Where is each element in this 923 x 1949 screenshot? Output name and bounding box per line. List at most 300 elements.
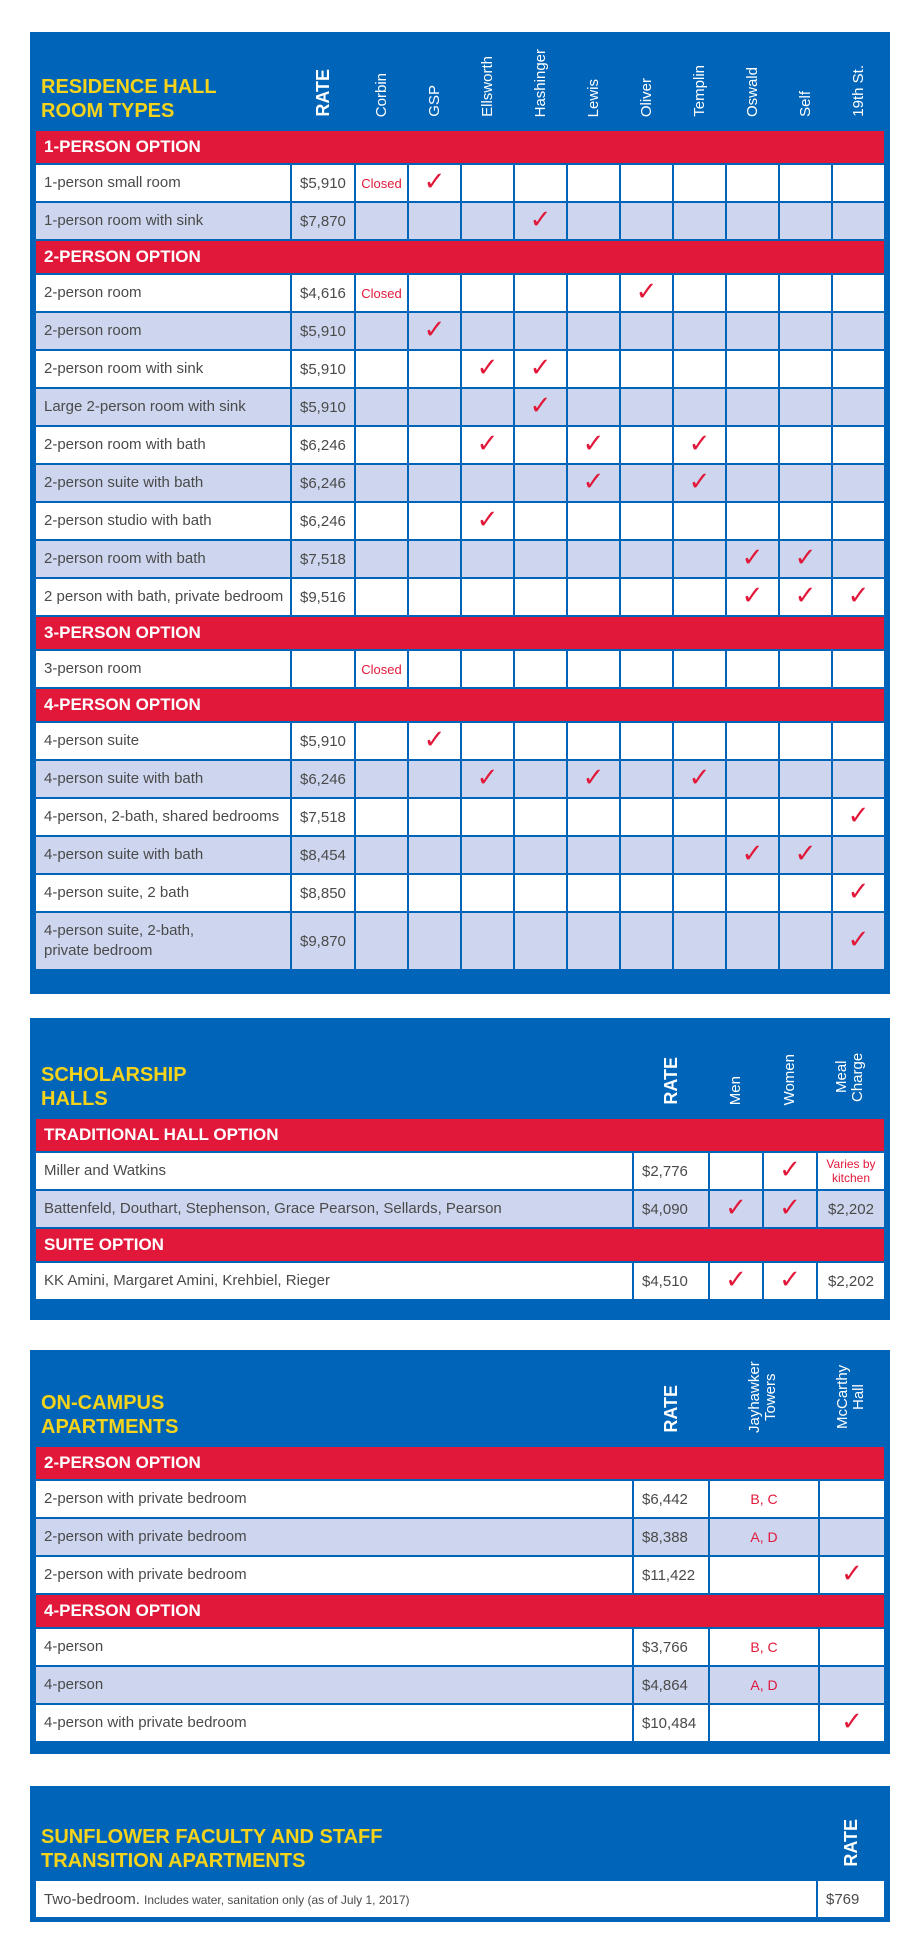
mark-cell	[355, 836, 408, 874]
rate-header: RATE	[291, 36, 355, 130]
section-header: 4-PERSON OPTION	[35, 688, 291, 722]
table-row	[35, 722, 885, 760]
mark-cell	[408, 202, 461, 240]
hall-header: Oliver	[620, 36, 673, 130]
checkmark-icon: ✓	[725, 1193, 747, 1223]
mark-cell	[832, 578, 885, 616]
mark-cell	[461, 502, 514, 540]
mark-cell	[408, 502, 461, 540]
table-row	[35, 1704, 885, 1742]
table-row	[35, 540, 885, 578]
section-header-fill	[567, 616, 620, 650]
mark-cell	[620, 798, 673, 836]
mark-cell	[726, 760, 779, 798]
closed-label: Closed	[361, 175, 402, 191]
table-row	[35, 1480, 885, 1518]
section-header-fill	[514, 240, 567, 274]
section-header-fill	[291, 688, 355, 722]
section-header-fill	[355, 130, 408, 164]
mark-cell	[408, 464, 461, 502]
mark-cell	[779, 836, 832, 874]
mark-cell	[726, 164, 779, 202]
mark-cell	[461, 388, 514, 426]
mark-cell	[461, 650, 514, 688]
mark-cell	[779, 350, 832, 388]
section-header-fill	[514, 616, 567, 650]
mark-cell	[567, 164, 620, 202]
mark-cell	[567, 202, 620, 240]
mark-cell	[832, 312, 885, 350]
mark-label: Varies by kitchen	[826, 1156, 876, 1185]
mark-cell	[514, 274, 567, 312]
mark-cell	[673, 874, 726, 912]
mark-cell	[355, 798, 408, 836]
mark-cell	[514, 464, 567, 502]
checkmark-icon: ✓	[725, 1265, 747, 1295]
row-label: 4-person suite with bath	[35, 760, 291, 798]
mark-cell	[819, 1628, 885, 1666]
section-header-fill	[673, 688, 726, 722]
row-rate: $5,910	[291, 722, 355, 760]
residence-hall-table	[30, 32, 890, 994]
mark-cell	[355, 760, 408, 798]
table-row	[35, 578, 885, 616]
checkmark-icon: ✓	[476, 763, 499, 793]
table-row	[35, 1628, 885, 1666]
table-row	[35, 1518, 885, 1556]
section-header-fill	[461, 688, 514, 722]
section-header-fill	[567, 130, 620, 164]
checkmark-icon: ✓	[794, 839, 817, 869]
mark-cell	[461, 202, 514, 240]
mark-cell	[408, 540, 461, 578]
section-header-fill	[763, 1228, 817, 1262]
row-rate	[291, 650, 355, 688]
mark-cell	[408, 350, 461, 388]
scholarship-title: SCHOLARSHIP HALLS	[35, 1022, 633, 1118]
mark-cell	[779, 274, 832, 312]
mark-cell	[620, 578, 673, 616]
mark-cell	[709, 1628, 819, 1666]
mark-cell	[408, 722, 461, 760]
row-label: 4-person suite, 2-bath, private bedroom	[35, 912, 291, 970]
sunflower-apartments-table	[30, 1786, 890, 1922]
residence-title: RESIDENCE HALL ROOM TYPES	[35, 36, 291, 130]
row-rate: $5,910	[291, 350, 355, 388]
section-header: 3-PERSON OPTION	[35, 616, 291, 650]
checkmark-icon: ✓	[582, 429, 605, 459]
checkmark-icon: ✓	[529, 205, 552, 235]
section-header-fill	[673, 616, 726, 650]
mark-cell	[726, 502, 779, 540]
section-header-fill	[709, 1228, 763, 1262]
row-rate: $6,246	[291, 502, 355, 540]
row-label: 2-person with private bedroom	[35, 1556, 633, 1594]
row-rate: $6,246	[291, 760, 355, 798]
mark-cell	[355, 388, 408, 426]
mark-cell	[514, 312, 567, 350]
mark-cell	[673, 760, 726, 798]
mark-cell	[355, 312, 408, 350]
mark-cell	[819, 1666, 885, 1704]
section-header-fill	[726, 240, 779, 274]
checkmark-icon: ✓	[794, 543, 817, 573]
row-rate: $2,776	[633, 1152, 709, 1190]
checkmark-icon: ✓	[779, 1155, 801, 1185]
mark-cell	[709, 1704, 819, 1742]
checkmark-icon: ✓	[688, 429, 711, 459]
column-header: McCarthy Hall	[819, 1354, 885, 1446]
checkmark-icon: ✓	[741, 543, 764, 573]
row-rate: $9,516	[291, 578, 355, 616]
mark-cell	[709, 1190, 763, 1228]
mark-cell	[709, 1666, 819, 1704]
mark-cell	[819, 1704, 885, 1742]
checkmark-icon: ✓	[794, 581, 817, 611]
mark-cell	[832, 202, 885, 240]
mark-cell	[726, 274, 779, 312]
table-row	[35, 202, 885, 240]
row-label: 2-person room with sink	[35, 350, 291, 388]
closed-label: Closed	[361, 285, 402, 301]
mark-cell	[408, 836, 461, 874]
mark-label: A, D	[750, 1528, 778, 1545]
table-row	[35, 1556, 885, 1594]
mark-cell	[620, 202, 673, 240]
row-rate: $8,388	[633, 1518, 709, 1556]
mark-cell	[408, 912, 461, 970]
row-rate: $5,910	[291, 312, 355, 350]
mark-cell	[779, 540, 832, 578]
section-header-fill	[832, 240, 885, 274]
mark-cell	[620, 912, 673, 970]
mark-cell	[673, 798, 726, 836]
row-label: 2-person room	[35, 312, 291, 350]
mark-cell	[408, 578, 461, 616]
section-header-fill	[620, 130, 673, 164]
mark-cell	[819, 1518, 885, 1556]
mark-cell	[673, 578, 726, 616]
section-header-fill	[408, 688, 461, 722]
on-campus-apartments-table	[30, 1350, 890, 1754]
mark-cell	[779, 426, 832, 464]
mark-cell	[726, 912, 779, 970]
table-row	[35, 388, 885, 426]
mark-cell	[726, 426, 779, 464]
mark-cell	[514, 350, 567, 388]
mark-cell	[461, 722, 514, 760]
mark-cell	[567, 502, 620, 540]
mark-cell	[779, 164, 832, 202]
mark-cell	[408, 274, 461, 312]
checkmark-icon: ✓	[423, 315, 446, 345]
table-row	[35, 164, 885, 202]
checkmark-icon: ✓	[529, 391, 552, 421]
column-header: Men	[709, 1022, 763, 1118]
row-label: KK Amini, Margaret Amini, Krehbiel, Rieger	[35, 1262, 633, 1300]
table-row	[35, 650, 885, 688]
rate-header: RATE	[633, 1022, 709, 1118]
mark-cell	[355, 722, 408, 760]
mark-cell	[514, 164, 567, 202]
section-header-fill	[726, 688, 779, 722]
mark-cell	[763, 1190, 817, 1228]
mark-cell	[355, 578, 408, 616]
mark-cell	[567, 722, 620, 760]
section-header: TRADITIONAL HALL OPTION	[35, 1118, 633, 1152]
mark-cell	[673, 202, 726, 240]
section-header-fill	[355, 240, 408, 274]
mark-cell	[779, 874, 832, 912]
mark-cell	[832, 760, 885, 798]
row-rate: $11,422	[633, 1556, 709, 1594]
mark-cell	[620, 274, 673, 312]
mark-cell	[567, 540, 620, 578]
row-label: 2-person room	[35, 274, 291, 312]
mark-cell	[461, 164, 514, 202]
mark-cell	[673, 502, 726, 540]
mark-cell	[832, 426, 885, 464]
mark-cell	[408, 388, 461, 426]
mark-cell	[355, 650, 408, 688]
row-label: 2-person suite with bath	[35, 464, 291, 502]
row-rate: $7,518	[291, 540, 355, 578]
mark-cell	[620, 464, 673, 502]
table-row	[35, 912, 885, 970]
table-row	[35, 760, 885, 798]
row-rate: $10,484	[633, 1704, 709, 1742]
mark-cell	[567, 650, 620, 688]
section-header-fill	[673, 130, 726, 164]
mark-cell	[709, 1556, 819, 1594]
mark-cell	[355, 202, 408, 240]
hall-header: Oswald	[726, 36, 779, 130]
hall-header: Templin	[673, 36, 726, 130]
row-rate: $8,850	[291, 874, 355, 912]
section-header-fill	[620, 688, 673, 722]
mark-cell	[779, 912, 832, 970]
scholarship-halls-table	[30, 1018, 890, 1320]
row-label: 4-person	[35, 1628, 633, 1666]
section-header: 2-PERSON OPTION	[35, 1446, 633, 1480]
mark-cell	[709, 1262, 763, 1300]
checkmark-icon: ✓	[841, 1707, 863, 1737]
mark-cell	[779, 312, 832, 350]
hall-header: GSP	[408, 36, 461, 130]
meal-charge: $2,202	[828, 1272, 874, 1290]
table-row	[35, 502, 885, 540]
table-row	[35, 464, 885, 502]
mark-cell	[832, 274, 885, 312]
mark-cell	[514, 540, 567, 578]
mark-cell	[779, 650, 832, 688]
mark-cell	[620, 164, 673, 202]
mark-cell	[567, 874, 620, 912]
mark-cell	[779, 760, 832, 798]
section-header-fill	[633, 1594, 709, 1628]
mark-cell	[408, 312, 461, 350]
mark-cell	[726, 202, 779, 240]
mark-cell	[673, 650, 726, 688]
section-header-fill	[620, 616, 673, 650]
table-row	[35, 836, 885, 874]
section-header-fill	[779, 688, 832, 722]
mark-cell	[355, 874, 408, 912]
checkmark-icon: ✓	[847, 925, 870, 955]
mark-cell	[779, 578, 832, 616]
mark-cell	[461, 836, 514, 874]
section-header: 2-PERSON OPTION	[35, 240, 291, 274]
checkmark-icon: ✓	[741, 581, 764, 611]
mark-cell	[567, 578, 620, 616]
mark-cell	[567, 760, 620, 798]
section-header-fill	[408, 616, 461, 650]
checkmark-icon: ✓	[779, 1265, 801, 1295]
column-header: Meal Charge	[817, 1022, 885, 1118]
mark-cell	[709, 1480, 819, 1518]
hall-header: Corbin	[355, 36, 408, 130]
row-label: 1-person small room	[35, 164, 291, 202]
mark-cell	[832, 650, 885, 688]
mark-cell	[514, 426, 567, 464]
row-rate: $4,510	[633, 1262, 709, 1300]
checkmark-icon: ✓	[476, 505, 499, 535]
mark-cell	[461, 274, 514, 312]
hall-header: Hashinger	[514, 36, 567, 130]
section-header-fill	[832, 616, 885, 650]
section-header: 1-PERSON OPTION	[35, 130, 291, 164]
mark-cell	[514, 874, 567, 912]
row-label: 2-person studio with bath	[35, 502, 291, 540]
hall-header: Lewis	[567, 36, 620, 130]
mark-cell	[673, 464, 726, 502]
mark-cell	[355, 540, 408, 578]
table-row	[35, 798, 885, 836]
row-label: 1-person room with sink	[35, 202, 291, 240]
section-header-fill	[673, 240, 726, 274]
mark-cell	[673, 388, 726, 426]
section-header-fill	[779, 616, 832, 650]
checkmark-icon: ✓	[741, 839, 764, 869]
mark-cell	[832, 798, 885, 836]
table-row	[35, 350, 885, 388]
mark-cell	[355, 274, 408, 312]
mark-cell	[832, 912, 885, 970]
mark-cell	[832, 464, 885, 502]
mark-cell	[408, 650, 461, 688]
mark-cell	[567, 274, 620, 312]
mark-cell	[567, 912, 620, 970]
mark-cell	[819, 1556, 885, 1594]
mark-cell	[461, 350, 514, 388]
mark-cell	[620, 760, 673, 798]
mark-cell	[355, 912, 408, 970]
row-label: 4-person	[35, 1666, 633, 1704]
mark-label: A, D	[750, 1676, 778, 1693]
mark-cell	[817, 1152, 885, 1190]
mark-cell	[726, 874, 779, 912]
row-label: Battenfeld, Douthart, Stephenson, Grace Pearson, Sellards, Pearson	[35, 1190, 633, 1228]
mark-cell	[726, 798, 779, 836]
mark-cell	[461, 798, 514, 836]
row-label: 2-person room with bath	[35, 540, 291, 578]
row-rate: $8,454	[291, 836, 355, 874]
mark-cell	[779, 464, 832, 502]
meal-charge: $2,202	[828, 1200, 874, 1218]
mark-cell	[461, 874, 514, 912]
mark-cell	[620, 540, 673, 578]
mark-cell	[408, 164, 461, 202]
mark-cell	[673, 912, 726, 970]
row-label: 2-person with private bedroom	[35, 1480, 633, 1518]
table-row	[35, 274, 885, 312]
mark-cell	[355, 350, 408, 388]
mark-cell	[673, 836, 726, 874]
mark-cell	[461, 578, 514, 616]
mark-cell	[620, 650, 673, 688]
closed-label: Closed	[361, 661, 402, 677]
checkmark-icon: ✓	[476, 353, 499, 383]
section-header-fill	[461, 616, 514, 650]
section-header-fill	[709, 1118, 763, 1152]
mark-cell	[514, 912, 567, 970]
mark-label: B, C	[750, 1638, 778, 1655]
mark-cell	[355, 502, 408, 540]
mark-cell	[726, 540, 779, 578]
section-header-fill	[763, 1118, 817, 1152]
mark-cell	[461, 464, 514, 502]
mark-cell	[620, 312, 673, 350]
section-header-fill	[819, 1446, 885, 1480]
checkmark-icon: ✓	[688, 763, 711, 793]
mark-cell	[763, 1152, 817, 1190]
section-header: SUITE OPTION	[35, 1228, 633, 1262]
row-rate: $6,246	[291, 464, 355, 502]
mark-cell	[408, 798, 461, 836]
mark-cell	[461, 426, 514, 464]
mark-cell	[408, 760, 461, 798]
table-row	[35, 874, 885, 912]
section-header-fill	[461, 130, 514, 164]
mark-cell	[832, 874, 885, 912]
mark-cell	[726, 578, 779, 616]
checkmark-icon: ✓	[847, 801, 870, 831]
checkmark-icon: ✓	[688, 467, 711, 497]
mark-cell	[461, 912, 514, 970]
mark-cell	[726, 722, 779, 760]
section-header-fill	[408, 130, 461, 164]
table-row	[35, 312, 885, 350]
checkmark-icon: ✓	[582, 467, 605, 497]
mark-cell	[514, 650, 567, 688]
mark-cell	[819, 1480, 885, 1518]
table-row	[35, 1262, 885, 1300]
section-header-fill	[567, 688, 620, 722]
mark-cell	[779, 202, 832, 240]
mark-cell	[673, 540, 726, 578]
mark-cell	[567, 388, 620, 426]
mark-cell	[355, 164, 408, 202]
mark-cell	[726, 312, 779, 350]
mark-cell	[832, 540, 885, 578]
section-header-fill	[779, 240, 832, 274]
checkmark-icon: ✓	[582, 763, 605, 793]
mark-cell	[514, 836, 567, 874]
section-header-fill	[779, 130, 832, 164]
section-header-fill	[567, 240, 620, 274]
mark-cell	[461, 312, 514, 350]
row-rate: $4,616	[291, 274, 355, 312]
